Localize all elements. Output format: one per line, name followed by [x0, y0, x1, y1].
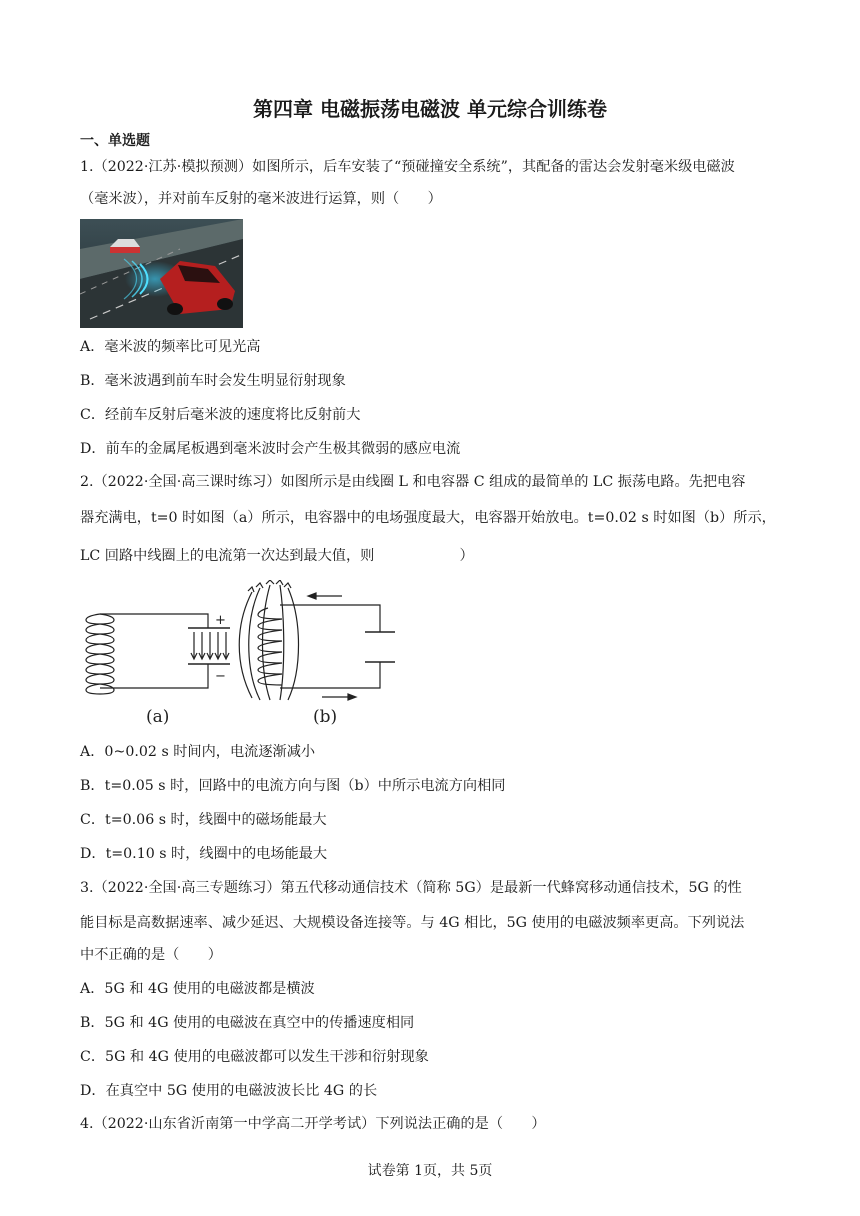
- q3-option-c: C．5G 和 4G 使用的电磁波都可以发生干涉和衍射现象: [80, 1049, 429, 1065]
- section-heading: 一、单选题: [80, 133, 150, 149]
- q2-stem-line-1: 2.（2022·全国·高三课时练习）如图所示是由线圈 L 和电容器 C 组成的最简单的 LC 振荡电路。先把电容: [80, 474, 746, 490]
- q2-option-a: A．0~0.02 s 时间内，电流逐渐减小: [80, 744, 316, 760]
- q1-option-a: A．毫米波的频率比可见光高: [80, 339, 261, 355]
- q3-stem-line-2: 能目标是高数据速率、减少延迟、大规模设备连接等。与 4G 相比，5G 使用的电磁波频率更高。下列说法: [80, 915, 745, 931]
- circuit-a: [86, 614, 230, 694]
- figure-a-label: (a): [146, 707, 170, 727]
- q1-option-b: B．毫米波遇到前车时会发生明显衍射现象: [80, 373, 346, 389]
- radar-car-photo: [80, 219, 243, 328]
- q2-option-b: B．t=0.05 s 时，回路中的电流方向与图（b）中所示电流方向相同: [80, 778, 506, 794]
- current-arrows: [308, 593, 356, 700]
- lc-circuit-figure: [80, 580, 410, 730]
- q2-option-d: D．t=0.10 s 时，线圈中的电场能最大: [80, 846, 328, 862]
- plus-sign: +: [215, 613, 226, 628]
- q3-option-d: D．在真空中 5G 使用的电磁波波长比 4G 的长: [80, 1083, 378, 1099]
- q1-option-c: C．经前车反射后毫米波的速度将比反射前大: [80, 407, 361, 423]
- q1-stem-line-2: （毫米波），并对前车反射的毫米波进行运算，则（ ）: [80, 191, 442, 207]
- q4-stem-line-1: 4.（2022·山东省沂南第一中学高二开学考试）下列说法正确的是（ ）: [80, 1116, 546, 1132]
- page-title: 第四章 电磁振荡电磁波 单元综合训练卷: [253, 97, 607, 121]
- minus-sign: −: [215, 669, 226, 684]
- q1-option-d: D．前车的金属尾板遇到毫米波时会产生极其微弱的感应电流: [80, 441, 461, 457]
- q2-stem-line-3: LC 回路中线圈上的电流第一次达到最大值，则 ）: [80, 548, 474, 564]
- q1-stem-line-1: 1.（2022·江苏·模拟预测）如图所示，后车安装了“预碰撞安全系统”，其配备的雷达会发射毫米级电磁波: [80, 159, 735, 175]
- q3-stem-line-3: 中不正确的是（ ）: [80, 947, 222, 963]
- q2-option-c: C．t=0.06 s 时，线圈中的磁场能最大: [80, 812, 327, 828]
- q2-stem-line-2: 器充满电，t=0 时如图（a）所示，电容器中的电场强度最大，电容器开始放电。t=0.02 s 时如图（b）所示，: [80, 510, 776, 526]
- q3-stem-line-1: 3.（2022·全国·高三专题练习）第五代移动通信技术（简称 5G）是最新一代蜂窝移动通信技术，5G 的性: [80, 880, 742, 896]
- q3-option-b: B．5G 和 4G 使用的电磁波在真空中的传播速度相同: [80, 1015, 415, 1031]
- q3-option-a: A．5G 和 4G 使用的电磁波都是横波: [80, 981, 315, 997]
- circuit-b: [239, 580, 395, 700]
- page-footer: 试卷第 1页，共 5页: [367, 1163, 493, 1179]
- figure-b-label: (b): [313, 707, 338, 727]
